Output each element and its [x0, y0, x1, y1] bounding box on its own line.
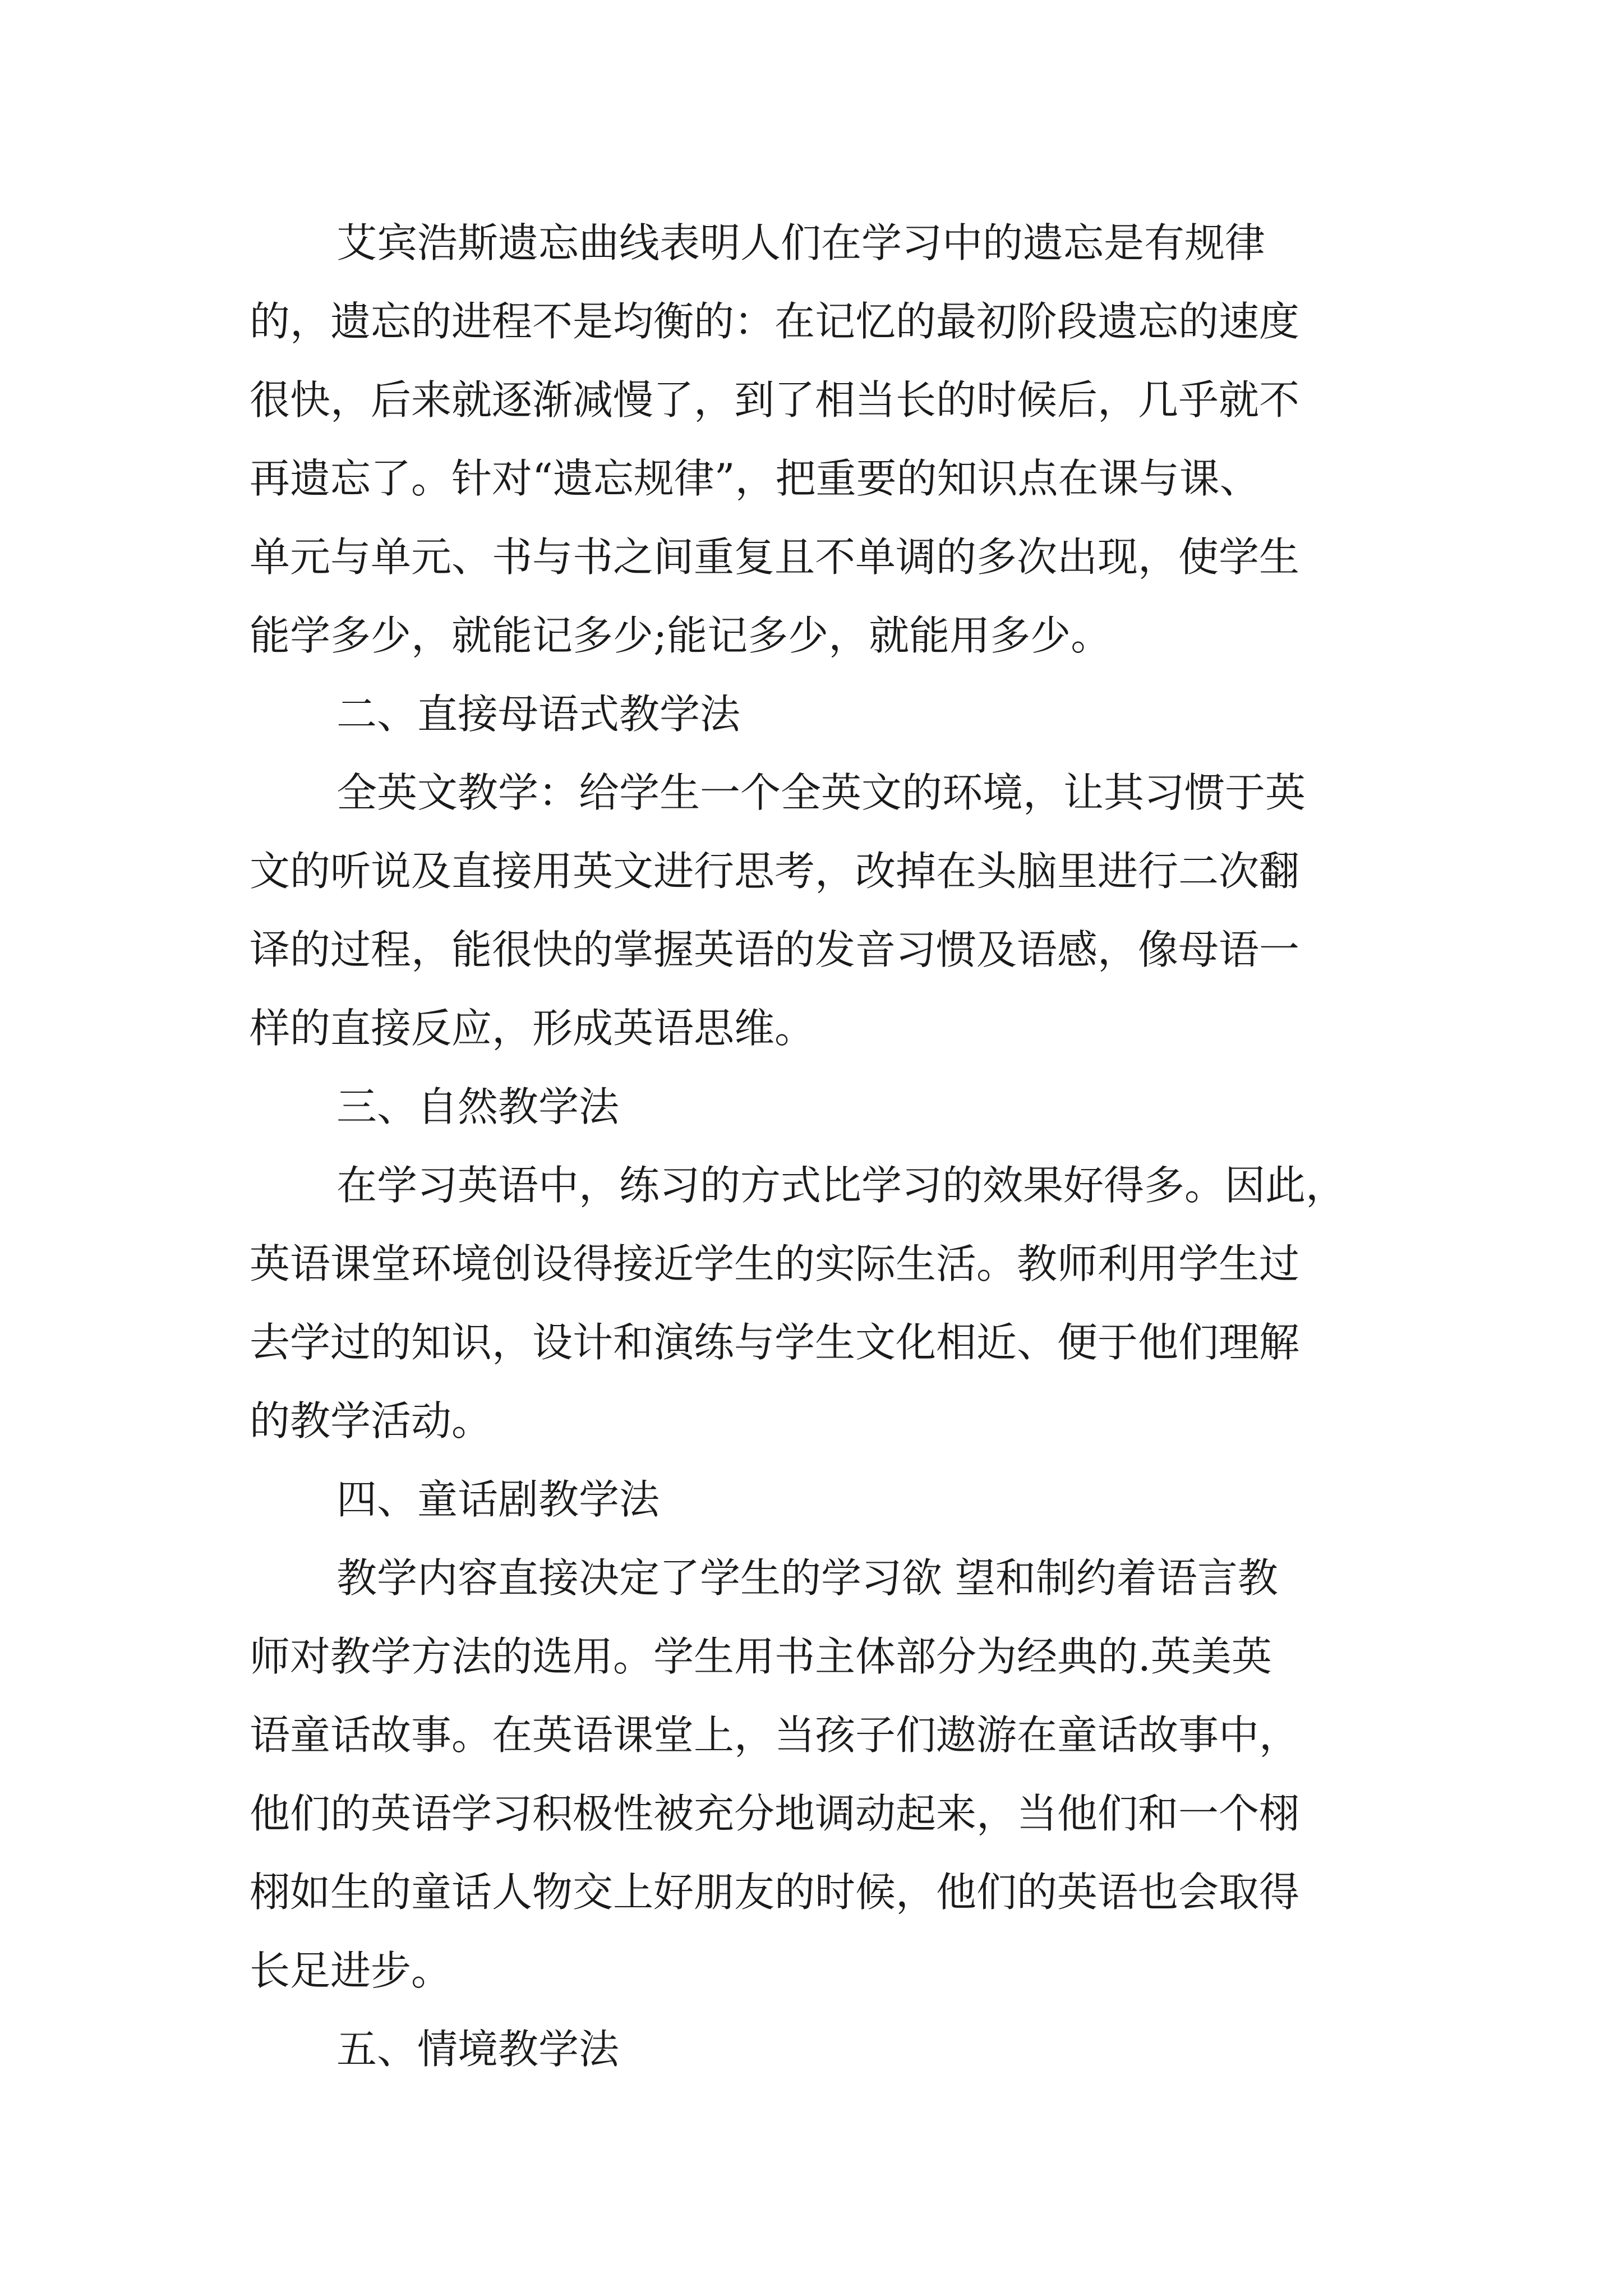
section-heading: 三、自然教学法	[336, 1083, 620, 1130]
paragraph-line: 能学多少，就能记多少;能记多少，就能用多少。	[250, 612, 1112, 659]
paragraph-line: 很快，后来就逐渐减慢了，到了相当长的时候后，几乎就不	[250, 376, 1300, 424]
paragraph-line: 他们的英语学习积极性被充分地调动起来，当他们和一个栩	[250, 1790, 1300, 1837]
document-body	[250, 215, 1388, 2100]
paragraph-line: 师对教学方法的选用。学生用书主体部分为经典的.英美英	[250, 1633, 1272, 1680]
paragraph-line: 的，遗忘的进程不是均衡的：在记忆的最初阶段遗忘的速度	[250, 298, 1300, 345]
section-heading: 四、童话剧教学法	[336, 1476, 660, 1523]
paragraph-line: 英语课堂环境创设得接近学生的实际生活。教师利用学生过	[250, 1240, 1300, 1287]
paragraph-line: 教学内容直接决定了学生的学习欲 望和制约着语言教	[336, 1554, 1278, 1602]
paragraph-line: 样的直接反应，形成英语思维。	[250, 1005, 815, 1052]
paragraph-line: 长足进步。	[250, 1947, 452, 1994]
paragraph-line: 艾宾浩斯遗忘曲线表明人们在学习中的遗忘是有规律	[336, 219, 1266, 266]
paragraph-line: 的教学活动。	[250, 1397, 492, 1444]
section-heading: 二、直接母语式教学法	[336, 691, 741, 738]
paragraph-line: 文的听说及直接用英文进行思考，改掉在头脑里进行二次翻	[250, 848, 1300, 895]
paragraph-line: 译的过程，能很快的掌握英语的发音习惯及语感，像母语一	[250, 926, 1300, 973]
paragraph-line: 再遗忘了。针对“遗忘规律”，把重要的知识点在课与课、	[250, 455, 1260, 502]
section-heading: 五、情境教学法	[336, 2026, 620, 2073]
paragraph-line: 栩如生的童话人物交上好朋友的时候，他们的英语也会取得	[250, 1869, 1300, 1916]
paragraph-line: 全英文教学：给学生一个全英文的环境，让其习惯于英	[336, 769, 1306, 816]
paragraph-line: 在学习英语中，练习的方式比学习的效果好得多。因此，	[336, 1162, 1347, 1209]
paragraph-line: 去学过的知识，设计和演练与学生文化相近、便于他们理解	[250, 1319, 1300, 1366]
paragraph-line: 单元与单元、书与书之间重复且不单调的多次出现，使学生	[250, 533, 1300, 581]
paragraph-line: 语童话故事。在英语课堂上，当孩子们遨游在童话故事中，	[250, 1711, 1300, 1759]
